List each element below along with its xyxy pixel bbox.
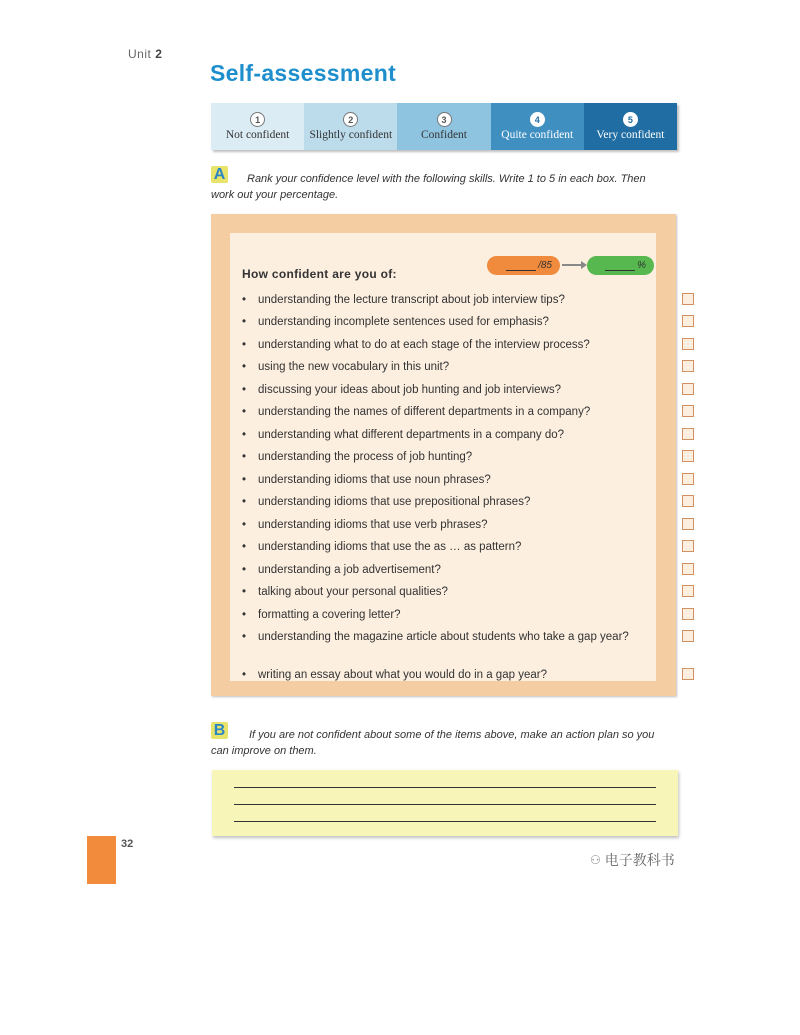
skill-text: understanding idioms that use noun phrases? [258,474,491,486]
section-b-letter: B [211,722,228,739]
bullet-icon: • [242,586,247,598]
bullet-icon: • [242,361,247,373]
skill-text: understanding the magazine article about students who take a gap year? [258,631,629,643]
scale-number: 2 [343,112,358,127]
score-total: /85 [538,260,552,271]
skill-item [242,518,696,533]
skill-text: understanding the lecture transcript about job interview tips? [258,294,565,306]
bullet-icon: • [242,541,247,553]
scale-level-4 [491,103,584,150]
bullet-icon: • [242,631,247,643]
skill-item [242,668,696,683]
percent-symbol: % [637,260,646,271]
skill-text: understanding the process of job hunting? [258,451,473,463]
skill-text: understanding incomplete sentences used for emphasis? [258,316,549,328]
skill-item [242,495,696,510]
writing-line [234,804,656,805]
unit-number: 2 [155,47,163,61]
unit-label-text: Unit [128,47,152,61]
skill-item [242,563,696,578]
bullet-icon: • [242,339,247,351]
scale-level-3 [397,103,490,150]
section-b-instruction: If you are not confident about some of the items above, make an action plan so you can improve on them. [211,729,655,757]
bullet-icon: • [242,474,247,486]
page-number: 32 [121,838,134,850]
assessment-panel [211,214,676,696]
rating-checkbox[interactable] [682,585,694,597]
rating-checkbox[interactable] [682,495,694,507]
confidence-scale [211,103,677,150]
skill-text: understanding idioms that use verb phrases? [258,519,488,531]
rating-checkbox[interactable] [682,428,694,440]
action-plan-box[interactable] [212,770,678,836]
rating-checkbox[interactable] [682,360,694,372]
skill-text: writing an essay about what you would do in a gap year? [258,669,547,681]
skill-item [242,450,696,465]
skill-item [242,338,696,353]
scale-label: Very confident [596,129,665,141]
scale-level-2 [304,103,397,150]
bullet-icon: • [242,564,247,576]
skill-item [242,405,696,420]
scale-number: 5 [623,112,638,127]
skill-text: understanding the names of different departments in a company? [258,406,591,418]
bullet-icon: • [242,294,247,306]
scale-number: 4 [530,112,545,127]
bullet-icon: • [242,384,247,396]
rating-checkbox[interactable] [682,338,694,350]
rating-checkbox[interactable] [682,540,694,552]
skill-item [242,360,696,375]
scale-number: 1 [250,112,265,127]
watermark-text: 电子教科书 [604,852,675,868]
bullet-icon: • [242,519,247,531]
scale-label: Not confident [225,129,290,141]
rating-checkbox[interactable] [682,608,694,620]
rating-checkbox[interactable] [682,383,694,395]
watermark [590,850,675,870]
skill-text: talking about your personal qualities? [258,586,448,598]
scale-label: Quite confident [501,129,574,141]
bullet-icon: • [242,451,247,463]
writing-line [234,821,656,822]
bullet-icon: • [242,316,247,328]
arrow-icon [562,264,582,266]
rating-checkbox[interactable] [682,668,694,680]
bullet-icon: • [242,609,247,621]
skill-text: using the new vocabulary in this unit? [258,361,450,373]
scale-level-1 [211,103,304,150]
skill-item [242,428,696,443]
skill-text: formatting a covering letter? [258,609,401,621]
score-oval [487,256,560,275]
percent-blank[interactable] [605,260,635,271]
percent-oval [587,256,654,275]
skill-item [242,473,696,488]
assessment-panel-inner [230,233,656,681]
page-title: Self-assessment [210,60,397,86]
panel-heading: How confident are you of: [242,267,397,281]
skill-item [242,630,696,645]
rating-checkbox[interactable] [682,450,694,462]
skill-item [242,608,696,623]
rating-checkbox[interactable] [682,518,694,530]
scale-level-5 [584,103,677,150]
bullet-icon: • [242,669,247,681]
skill-item [242,383,696,398]
skill-text: understanding a job advertisement? [258,564,441,576]
skill-item [242,293,696,308]
bullet-icon: • [242,406,247,418]
skill-text: understanding what to do at each stage of the interview process? [258,339,590,351]
scale-label: Slightly confident [309,129,393,141]
unit-label [128,47,162,61]
scale-label: Confident [421,129,467,141]
rating-checkbox[interactable] [682,630,694,642]
bullet-icon: • [242,429,247,441]
score-blank[interactable] [506,260,536,271]
rating-checkbox[interactable] [682,563,694,575]
rating-checkbox[interactable] [682,315,694,327]
skill-item [242,585,696,600]
skill-text: understanding what different departments in a company do? [258,429,565,441]
rating-checkbox[interactable] [682,405,694,417]
skill-text: discussing your ideas about job hunting and job interviews? [258,384,562,396]
scale-number: 3 [437,112,452,127]
writing-line [234,787,656,788]
section-a-instruction: Rank your confidence level with the following skills. Write 1 to 5 in each box. Then work out your percentage. [211,173,646,201]
skill-item [242,315,696,330]
skill-text: understanding idioms that use the as … as pattern? [258,541,522,553]
skill-text: understanding idioms that use prepositional phrases? [258,496,531,508]
wechat-icon: ⚇ [590,853,601,867]
bullet-icon: • [242,496,247,508]
rating-checkbox[interactable] [682,473,694,485]
page-tab [87,836,116,884]
skill-item [242,540,696,555]
rating-checkbox[interactable] [682,293,694,305]
section-a-letter: A [211,166,228,183]
